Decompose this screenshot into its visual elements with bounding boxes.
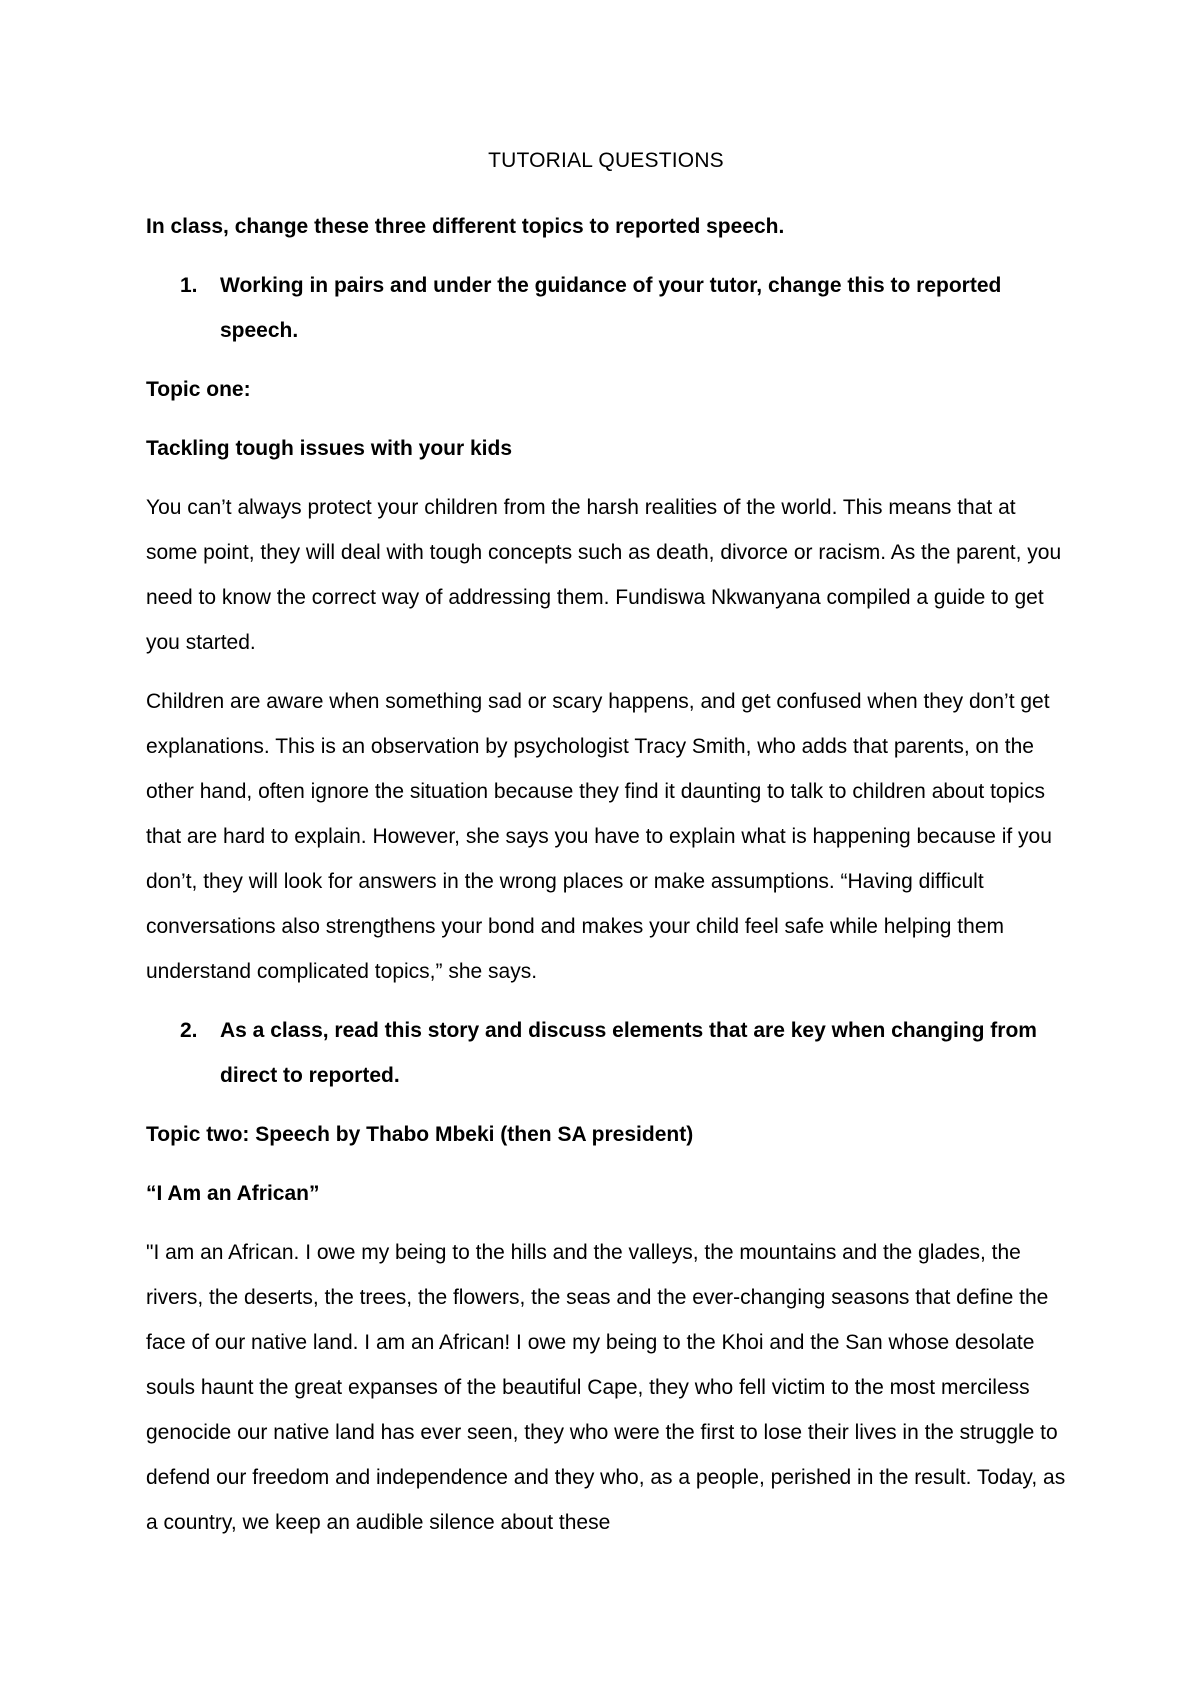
topic-two-paragraph-1: "I am an African. I owe my being to the hills and the valleys, the mountains and the glades, the rivers, the deserts, the trees, the flowers, the seas and the ever-changing seasons that define the face of our native land. I am an African! I owe my being to the Khoi and the San whose desolate souls haunt the great expanses of the beautiful Cape, they who fell victim to the most merciless genocide our native land has ever seen, they who were the first to lose their lives in the struggle to defend our freedom and independence and they who, as a people, perished in the result. Today, as a country, we keep an audible silence about these [146,1241,1066,1534]
list-text-2: As a class, read this story and discuss elements that are key when changing from direct to reported. [220,1019,1037,1087]
topic-two-label: Topic two: Speech by Thabo Mbeki (then SA president) [146,1123,694,1146]
topic-two-heading: “I Am an African” [146,1182,320,1205]
list-number-2: 2. [180,1019,198,1042]
page-title: TUTORIAL QUESTIONS [488,149,724,172]
list-number-1: 1. [180,274,198,297]
document-body [146,146,1066,1559]
topic-one-paragraph-1: You can’t always protect your children from the harsh realities of the world. This means that at some point, they will deal with tough concepts such as death, divorce or racism. As the parent, you need to know the correct way of addressing them. Fundiswa Nkwanyana compiled a guide to get you started. [146,496,1062,654]
class-instruction: In class, change these three different topics to reported speech. [146,215,785,238]
list-item-2 [146,1008,1066,1098]
topic-one-label: Topic one: [146,378,251,401]
topic-one-paragraph-2: Children are aware when something sad or scary happens, and get confused when they don’t get explanations. This is an observation by psychologist Tracy Smith, who adds that parents, on the other hand, often ignore the situation because they find it daunting to talk to children about topics that are hard to explain. However, she says you have to explain what is happening because if you don’t, they will look for answers in the wrong places or make assumptions. “Having difficult conversations also strengthens your bond and makes your child feel safe while helping them understand complicated topics,” she says. [146,690,1052,983]
list-text-1: Working in pairs and under the guidance of your tutor, change this to reported speech. [220,274,1002,342]
list-item-1 [146,263,1066,353]
topic-one-heading: Tackling tough issues with your kids [146,437,513,460]
